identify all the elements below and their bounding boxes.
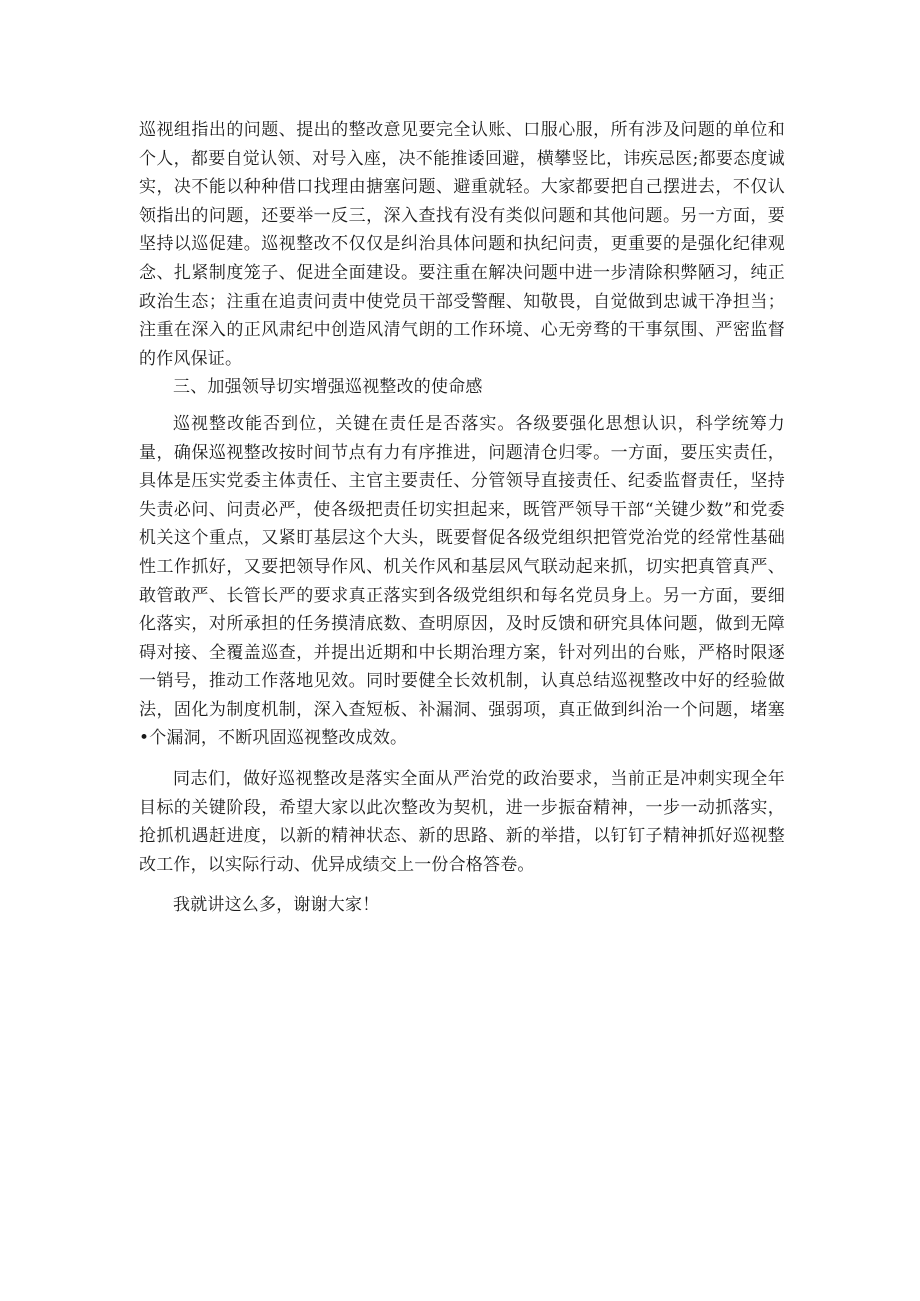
section-heading: 三、加强领导切实增强巡视整改的使命感 [173,377,483,398]
document-body [139,116,785,920]
body-paragraph: 同志们，做好巡视整改是落实全面从严治党的政治要求，当前正是冲刺实现全年目标的关键阶段，希望大家以此次整改为契机，进一步振奋精神，一步一动抓落实，抢抓机遇赶进度，以新的精神状态、新的思路、新的举措，以钉钉子精神抓好巡视整改工作，以实际行动、优异成绩交上一份合格答卷。 [139,769,785,875]
body-paragraph: 巡视组指出的问题、提出的整改意见要完全认账、口服心服，所有涉及问题的单位和个人，都要自觉认领、对号入座，决不能推诿回避，横攀竖比，讳疾忌医;都要态度诚实，决不能以种种借口找理由搪塞问题、避重就轻。大家都要把自己摆进去，不仅认领指出的问题，还要举一反三，深入查找有没有类似问题和其他问题。另一方面，要坚持以巡促建。巡视整改不仅仅是纠治具体问题和执纪问责，更重要的是强化纪律观念、扎紧制度笼子、促进全面建设。要注重在解决问题中进一步清除积弊陋习，纯正政治生态；注重在追责问责中使党员干部受警醒、知敬畏，自觉做到忠诚干净担当；注重在深入的正风肃纪中创造风清气朗的工作环境、心无旁骛的干事氛围、严密监督的作风保证。 [139,120,785,369]
closing-remark: 我就讲这么多，谢谢大家！ [173,895,380,916]
body-paragraph: 巡视整改能否到位，关键在责任是否落实。各级要强化思想认识，科学统筹力量，确保巡视整改按时间节点有力有序推进，问题清仓归零。一方面，要压实责任，具体是压实党委主体责任、主官主要责任、分管领导直接责任、纪委监督责任，坚持失责必问、问责必严，使各级把责任切实担起来，既管严领导干部“关键少数”和党委机关这个重点，又紧盯基层这个大头，既要督促各级党组织把管党治党的经常性基础性工作抓好，又要把领导作风、机关作风和基层风气联动起来抓，切实把真管真严、敢管敢严、长管长严的要求真正落实到各级党组织和每名党员身上。另一方面，要细化落实，对所承担的任务摸清底数、查明原因，及时反馈和研究具体问题，做到无障碍对接、全覆盖巡查，并提出近期和中长期治理方案，针对列出的台账，严格时限逐一销号，推动工作落地见效。同时要健全长效机制，认真总结巡视整改中好的经验做法，固化为制度机制，深入查短板、补漏洞、强弱项，真正做到纠治一个问题，堵塞•个漏洞，不断巩固巡视整改成效。 [139,413,785,749]
